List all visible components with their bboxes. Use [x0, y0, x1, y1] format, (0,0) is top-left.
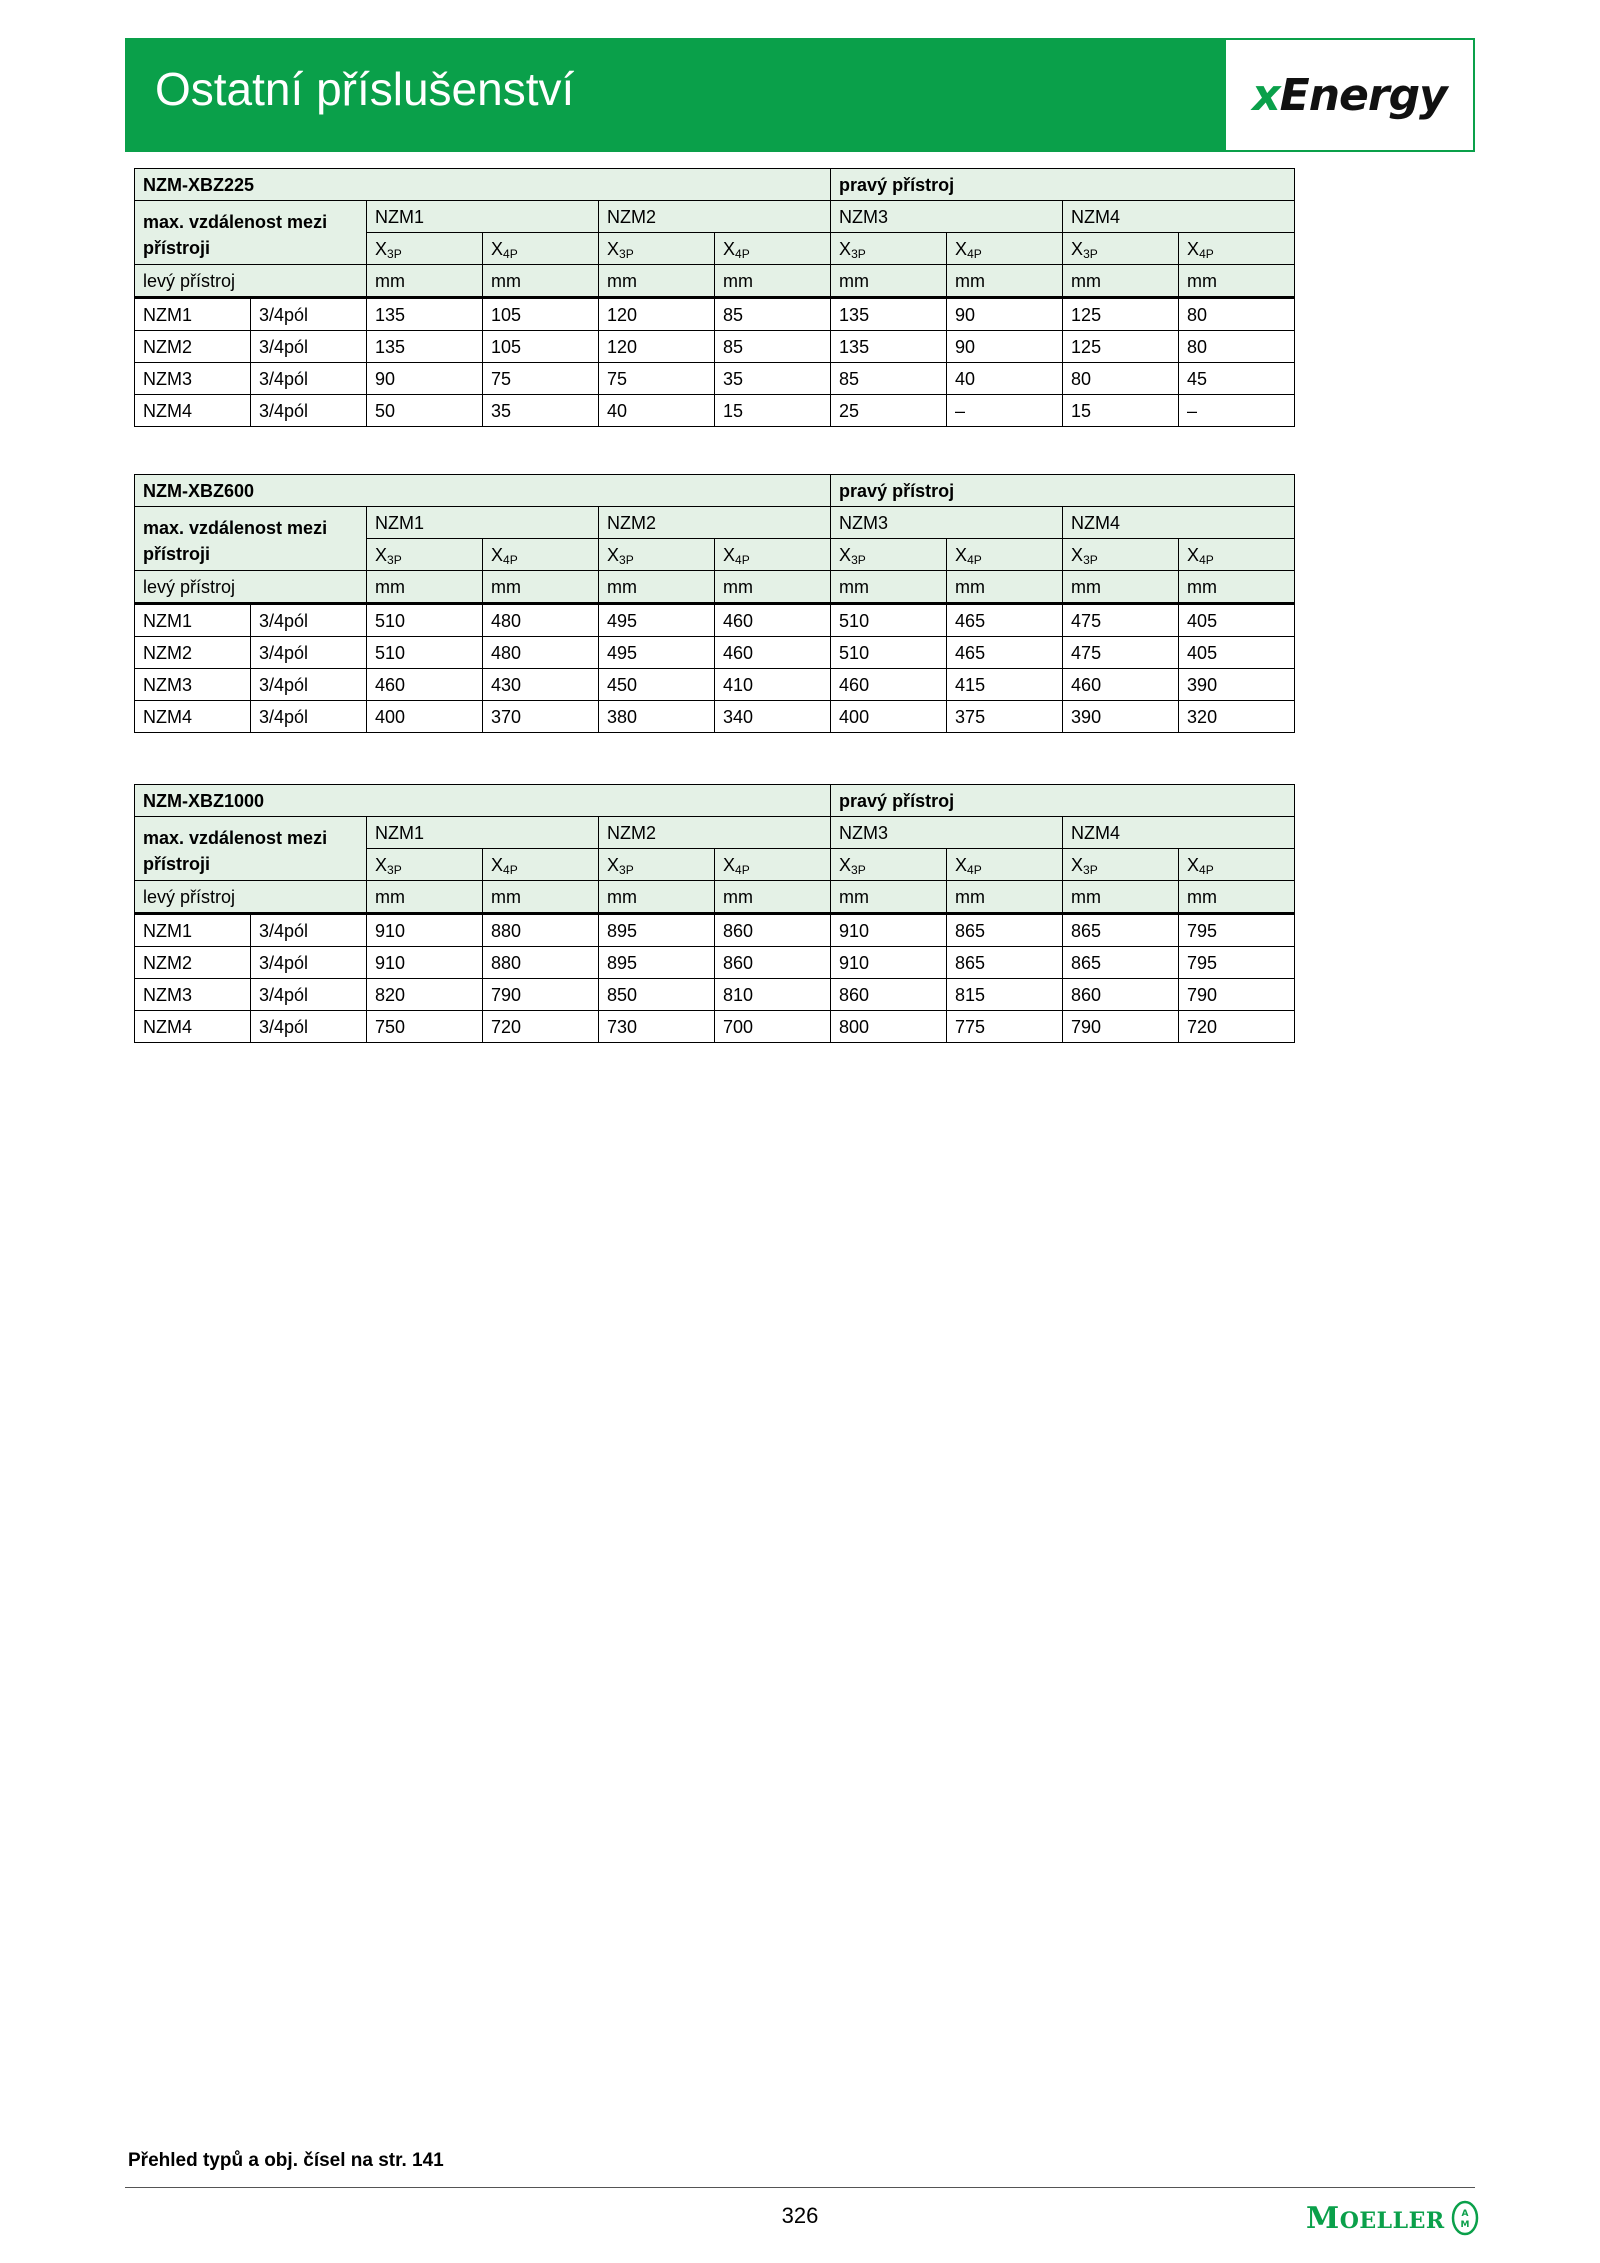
row-pole: 3/4pól [251, 1011, 367, 1043]
distance-value: 390 [1179, 669, 1295, 701]
unit-row [135, 571, 1295, 604]
distance-value: 90 [947, 331, 1063, 363]
distance-value: 495 [599, 604, 715, 637]
moeller-mark-icon [1451, 2200, 1479, 2236]
row-device: NZM3 [135, 979, 251, 1011]
row-pole: 3/4pól [251, 395, 367, 427]
distance-value: 475 [1063, 637, 1179, 669]
table-title-row [135, 785, 1295, 817]
unit-cell: mm [1179, 881, 1295, 914]
row-device: NZM1 [135, 604, 251, 637]
right-device-label: pravý přístroj [831, 475, 1295, 507]
distance-value: 75 [599, 363, 715, 395]
pole-variant-header: $X_{4P}$ [483, 849, 599, 881]
table-title: NZM-XBZ1000 [135, 785, 831, 817]
distance-value: 125 [1063, 331, 1179, 363]
distance-value: 480 [483, 637, 599, 669]
unit-cell: mm [947, 881, 1063, 914]
distance-value: 75 [483, 363, 599, 395]
table-row [135, 331, 1295, 363]
unit-cell: mm [599, 265, 715, 298]
footer-divider [125, 2187, 1475, 2188]
row-pole: 3/4pól [251, 298, 367, 331]
unit-cell: mm [367, 881, 483, 914]
unit-cell: mm [1179, 265, 1295, 298]
distance-value: 910 [831, 947, 947, 979]
table-row [135, 1011, 1295, 1043]
distance-value: 15 [715, 395, 831, 427]
pole-variant-header: $X_{4P}$ [947, 233, 1063, 265]
pole-variant-header: $X_{3P}$ [1063, 233, 1179, 265]
distance-value: 15 [1063, 395, 1179, 427]
distance-value: 895 [599, 947, 715, 979]
table-row [135, 363, 1295, 395]
pole-variant-header: $X_{4P}$ [715, 539, 831, 571]
table-row [135, 947, 1295, 979]
distance-table [134, 168, 1295, 427]
pole-variant-header: $X_{4P}$ [715, 849, 831, 881]
distance-value: – [1179, 395, 1295, 427]
column-group-header: NZM3 [831, 817, 1063, 849]
distance-value: 510 [367, 637, 483, 669]
unit-cell: mm [715, 265, 831, 298]
page-number: 326 [781, 2203, 819, 2228]
distance-value: 910 [367, 947, 483, 979]
row-device: NZM1 [135, 298, 251, 331]
distance-value: 730 [599, 1011, 715, 1043]
pole-variant-header: $X_{3P}$ [1063, 539, 1179, 571]
table-row [135, 701, 1295, 733]
right-device-label: pravý přístroj [831, 169, 1295, 201]
distance-value: 460 [1063, 669, 1179, 701]
table-title: NZM-XBZ600 [135, 475, 831, 507]
page-header [125, 38, 1475, 152]
distance-value: 25 [831, 395, 947, 427]
pole-variant-header: $X_{4P}$ [947, 539, 1063, 571]
distance-value: 775 [947, 1011, 1063, 1043]
pole-variant-header: $X_{4P}$ [715, 233, 831, 265]
column-group-header: NZM2 [599, 507, 831, 539]
distance-value: 390 [1063, 701, 1179, 733]
row-pole: 3/4pól [251, 701, 367, 733]
column-group-header: NZM4 [1063, 507, 1295, 539]
unit-cell: mm [831, 265, 947, 298]
row-device: NZM1 [135, 914, 251, 947]
column-group-header: NZM3 [831, 201, 1063, 233]
group-header-row [135, 507, 1295, 539]
distance-value: 40 [599, 395, 715, 427]
pole-variant-header: $X_{4P}$ [483, 233, 599, 265]
unit-cell: mm [483, 571, 599, 604]
column-group-header: NZM1 [367, 817, 599, 849]
distance-value: 790 [483, 979, 599, 1011]
distance-value: 90 [367, 363, 483, 395]
distance-value: 380 [599, 701, 715, 733]
row-device: NZM4 [135, 1011, 251, 1043]
row-pole: 3/4pól [251, 604, 367, 637]
distance-value: 815 [947, 979, 1063, 1011]
distance-value: 790 [1063, 1011, 1179, 1043]
distance-value: – [947, 395, 1063, 427]
distance-value: 135 [831, 298, 947, 331]
distance-value: 135 [831, 331, 947, 363]
distance-value: 700 [715, 1011, 831, 1043]
distance-value: 85 [831, 363, 947, 395]
distance-value: 750 [367, 1011, 483, 1043]
table-row [135, 604, 1295, 637]
group-header-row [135, 817, 1295, 849]
distance-value: 135 [367, 298, 483, 331]
pole-variant-header: $X_{3P}$ [831, 539, 947, 571]
left-device-label: levý přístroj [135, 265, 367, 298]
distance-value: 400 [831, 701, 947, 733]
row-device: NZM3 [135, 363, 251, 395]
distance-value: 405 [1179, 637, 1295, 669]
distance-value: 405 [1179, 604, 1295, 637]
pole-variant-header: $X_{4P}$ [1179, 233, 1295, 265]
distance-value: 340 [715, 701, 831, 733]
table-row [135, 914, 1295, 947]
max-distance-label: max. vzdálenost mezi přístroji [135, 817, 367, 881]
distance-value: 820 [367, 979, 483, 1011]
column-group-header: NZM1 [367, 201, 599, 233]
distance-value: 80 [1063, 363, 1179, 395]
left-device-label: levý přístroj [135, 881, 367, 914]
column-group-header: NZM3 [831, 507, 1063, 539]
distance-value: 865 [947, 947, 1063, 979]
max-distance-label: max. vzdálenost mezi přístroji [135, 507, 367, 571]
group-header-row [135, 201, 1295, 233]
distance-value: 865 [1063, 947, 1179, 979]
svg-text:M: M [1460, 2220, 1470, 2230]
pole-variant-header: $X_{3P}$ [831, 233, 947, 265]
distance-value: 35 [715, 363, 831, 395]
distance-value: 480 [483, 604, 599, 637]
unit-cell: mm [715, 881, 831, 914]
distance-value: 415 [947, 669, 1063, 701]
max-distance-label: max. vzdálenost mezi přístroji [135, 201, 367, 265]
distance-value: 135 [367, 331, 483, 363]
distance-value: 450 [599, 669, 715, 701]
distance-value: 895 [599, 914, 715, 947]
distance-value: 40 [947, 363, 1063, 395]
distance-value: 865 [1063, 914, 1179, 947]
distance-value: 105 [483, 331, 599, 363]
unit-row [135, 881, 1295, 914]
table-row [135, 979, 1295, 1011]
distance-value: 475 [1063, 604, 1179, 637]
unit-cell: mm [831, 571, 947, 604]
column-group-header: NZM4 [1063, 817, 1295, 849]
unit-cell: mm [947, 571, 1063, 604]
row-pole: 3/4pól [251, 669, 367, 701]
distance-value: 810 [715, 979, 831, 1011]
distance-value: 35 [483, 395, 599, 427]
table-row [135, 395, 1295, 427]
unit-cell: mm [1063, 571, 1179, 604]
distance-value: 125 [1063, 298, 1179, 331]
distance-value: 375 [947, 701, 1063, 733]
distance-value: 80 [1179, 298, 1295, 331]
pole-variant-header: $X_{3P}$ [367, 539, 483, 571]
distance-value: 460 [715, 637, 831, 669]
unit-cell: mm [367, 265, 483, 298]
unit-cell: mm [1063, 881, 1179, 914]
distance-value: 120 [599, 331, 715, 363]
xenergy-logo [1226, 40, 1473, 150]
pole-variant-header: $X_{4P}$ [1179, 849, 1295, 881]
distance-value: 860 [715, 947, 831, 979]
unit-row [135, 265, 1295, 298]
footer-note: Přehled typů a obj. čísel na str. 141 [128, 2150, 444, 2171]
unit-cell: mm [715, 571, 831, 604]
distance-value: 510 [831, 637, 947, 669]
pole-variant-header: $X_{4P}$ [483, 539, 599, 571]
pole-variant-header: $X_{3P}$ [367, 233, 483, 265]
distance-value: 860 [715, 914, 831, 947]
moeller-logo [1306, 2200, 1479, 2236]
table-title-row [135, 169, 1295, 201]
distance-value: 795 [1179, 947, 1295, 979]
distance-value: 910 [831, 914, 947, 947]
table-title-row [135, 475, 1295, 507]
unit-cell: mm [1179, 571, 1295, 604]
distance-value: 430 [483, 669, 599, 701]
distance-value: 795 [1179, 914, 1295, 947]
pole-variant-header: $X_{3P}$ [599, 849, 715, 881]
table-row [135, 669, 1295, 701]
row-pole: 3/4pól [251, 331, 367, 363]
xenergy-logo-text: xEnergy [1252, 69, 1447, 121]
distance-value: 45 [1179, 363, 1295, 395]
unit-cell: mm [599, 571, 715, 604]
table-row [135, 298, 1295, 331]
distance-value: 50 [367, 395, 483, 427]
distance-value: 460 [715, 604, 831, 637]
row-pole: 3/4pól [251, 363, 367, 395]
distance-value: 800 [831, 1011, 947, 1043]
distance-value: 860 [831, 979, 947, 1011]
row-device: NZM2 [135, 637, 251, 669]
pole-variant-header: $X_{4P}$ [1179, 539, 1295, 571]
svg-text:A: A [1461, 2209, 1469, 2219]
unit-cell: mm [483, 881, 599, 914]
distance-table [134, 784, 1295, 1043]
distance-value: 120 [599, 298, 715, 331]
distance-value: 85 [715, 331, 831, 363]
column-group-header: NZM2 [599, 817, 831, 849]
distance-value: 105 [483, 298, 599, 331]
distance-value: 720 [1179, 1011, 1295, 1043]
unit-cell: mm [483, 265, 599, 298]
distance-value: 880 [483, 947, 599, 979]
table-row [135, 637, 1295, 669]
row-pole: 3/4pól [251, 979, 367, 1011]
pole-variant-header: $X_{3P}$ [599, 233, 715, 265]
distance-value: 510 [831, 604, 947, 637]
moeller-logo-text: MOELLER [1306, 2200, 1445, 2236]
table-title: NZM-XBZ225 [135, 169, 831, 201]
distance-value: 400 [367, 701, 483, 733]
column-group-header: NZM1 [367, 507, 599, 539]
pole-variant-header: $X_{3P}$ [367, 849, 483, 881]
distance-value: 80 [1179, 331, 1295, 363]
unit-cell: mm [367, 571, 483, 604]
distance-value: 85 [715, 298, 831, 331]
row-pole: 3/4pól [251, 637, 367, 669]
row-pole: 3/4pól [251, 914, 367, 947]
distance-value: 790 [1179, 979, 1295, 1011]
distance-value: 495 [599, 637, 715, 669]
distance-value: 720 [483, 1011, 599, 1043]
distance-value: 90 [947, 298, 1063, 331]
row-device: NZM2 [135, 947, 251, 979]
row-device: NZM2 [135, 331, 251, 363]
distance-value: 865 [947, 914, 1063, 947]
distance-value: 850 [599, 979, 715, 1011]
row-device: NZM4 [135, 701, 251, 733]
distance-value: 320 [1179, 701, 1295, 733]
row-device: NZM3 [135, 669, 251, 701]
column-group-header: NZM2 [599, 201, 831, 233]
distance-value: 880 [483, 914, 599, 947]
distance-value: 510 [367, 604, 483, 637]
distance-value: 465 [947, 637, 1063, 669]
distance-table [134, 474, 1295, 733]
pole-variant-header: $X_{3P}$ [599, 539, 715, 571]
distance-value: 460 [831, 669, 947, 701]
unit-cell: mm [1063, 265, 1179, 298]
distance-value: 410 [715, 669, 831, 701]
distance-value: 910 [367, 914, 483, 947]
unit-cell: mm [599, 881, 715, 914]
unit-cell: mm [831, 881, 947, 914]
distance-value: 370 [483, 701, 599, 733]
distance-value: 860 [1063, 979, 1179, 1011]
column-group-header: NZM4 [1063, 201, 1295, 233]
row-pole: 3/4pól [251, 947, 367, 979]
unit-cell: mm [947, 265, 1063, 298]
pole-variant-header: $X_{4P}$ [947, 849, 1063, 881]
pole-variant-header: $X_{3P}$ [831, 849, 947, 881]
left-device-label: levý přístroj [135, 571, 367, 604]
pole-variant-header: $X_{3P}$ [1063, 849, 1179, 881]
right-device-label: pravý přístroj [831, 785, 1295, 817]
distance-value: 460 [367, 669, 483, 701]
page-title: Ostatní příslušenství [155, 63, 575, 115]
row-device: NZM4 [135, 395, 251, 427]
distance-value: 465 [947, 604, 1063, 637]
